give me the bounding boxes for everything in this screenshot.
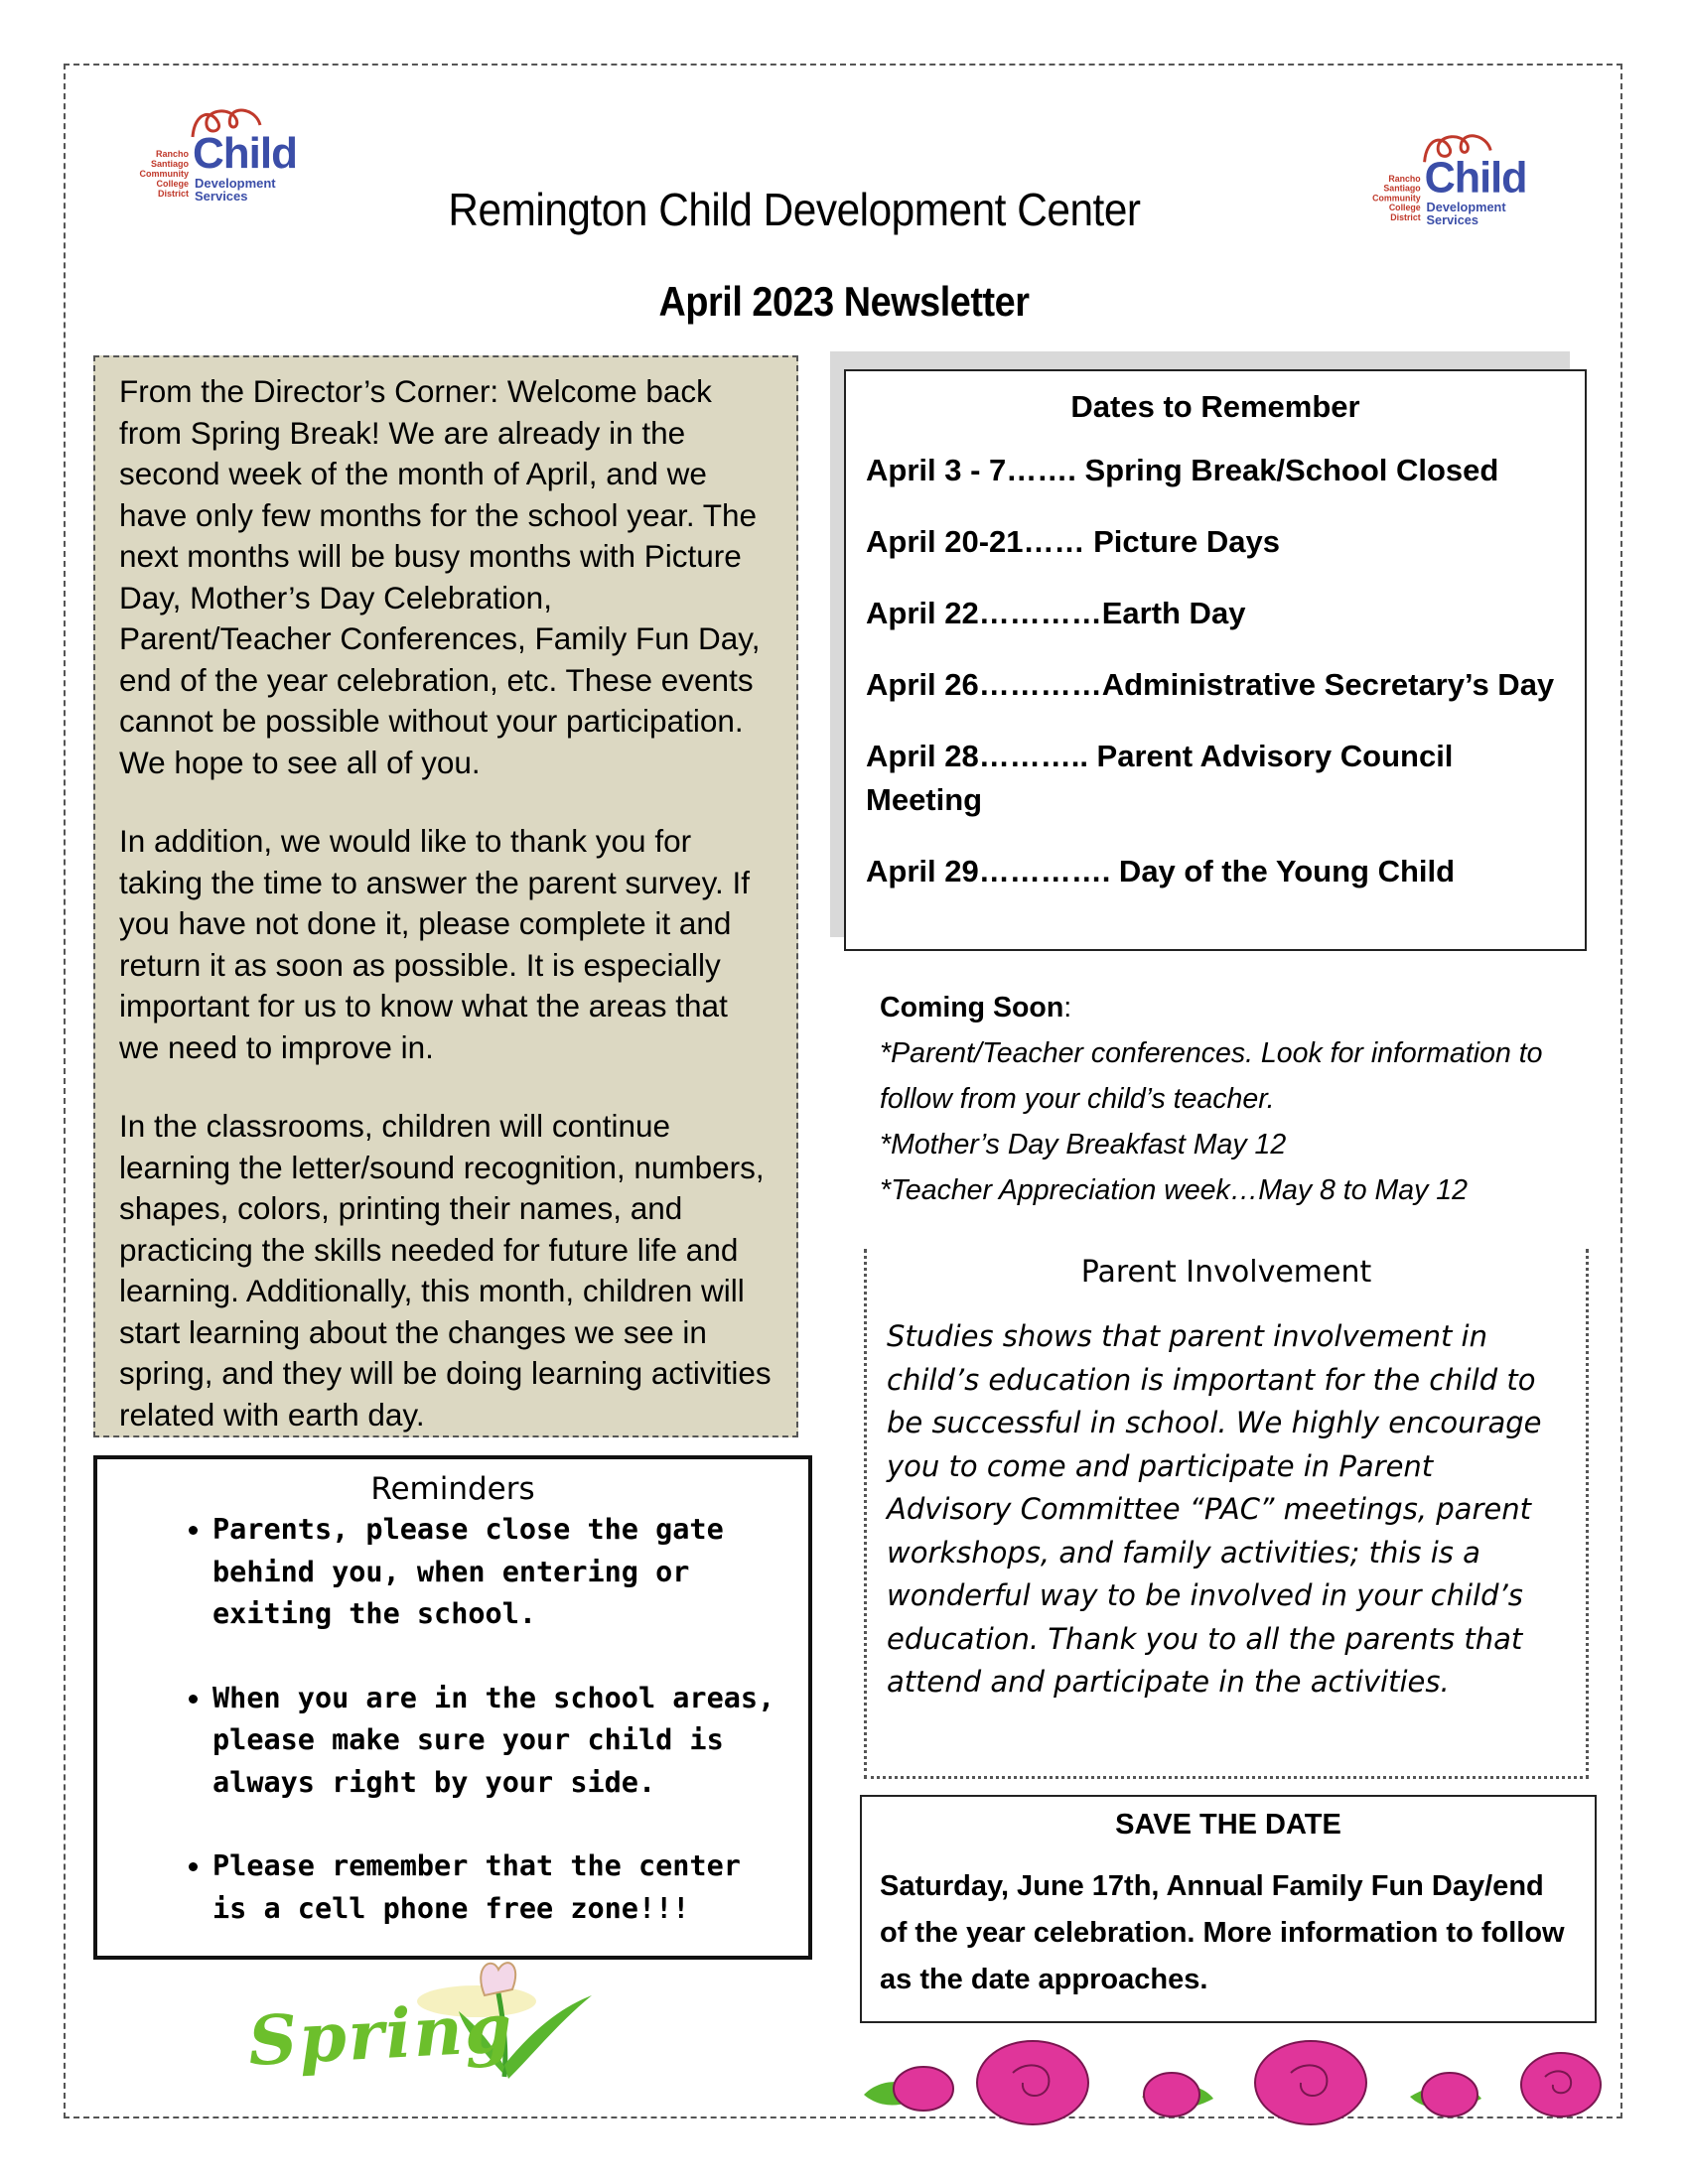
logo-brand: Child [193,129,297,178]
director-paragraph-3: In the classrooms, children will continue learning the letter/sound recognition, numbers, shapes, colors, printing their names, and practicing the skills needed for future life and learning. Additionally, this month, children will start learning about the changes we see in spring, and they will be doing learning activities related with earth day. [119,1108,772,1433]
roses-border-icon [854,2025,1609,2154]
coming-soon [880,985,1575,1213]
involvement-body: Studies shows that parent involvement in child’s education is important for the child to be successful in school. We highly encourage you to come and participate in Parent Advisory Committee “PAC” meetings, parent workshops, and family activities; this is a wonderful way to be involved in your child’s education. Thank you to all the parents that attend and participate in the activities. [887,1319,1542,1699]
spring-word-art: Spring [246,1988,516,2082]
reminder-item: • Please remember that the center is a cell phone free zone!!! [212,1845,782,1930]
logo-left [123,99,336,203]
save-the-date-body: Saturday, June 17th, Annual Family Fun Day/end of the year celebration. More information to follow as the date approaches. [880,1870,1565,1995]
reminder-item: • Parents, please close the gate behind you, when entering or exiting the school. [212,1509,782,1636]
logo-district-lines: Rancho Santiago Community College District [1372,174,1421,222]
logo-brand: Child [1424,154,1527,203]
date-item: April 22…………Earth Day [866,596,1246,630]
logo-subtitle: Development Services [195,176,276,204]
dates-to-remember [844,369,1587,951]
coming-soon-item: *Parent/Teacher conferences. Look for information to follow from your child’s teacher. [880,1037,1543,1115]
reminder-item: • When you are in the school areas, please make sure your child is always right by your side. [212,1678,782,1805]
logo-district-lines: Rancho Santiago Community College District [139,149,189,199]
directors-corner [93,355,798,1437]
save-the-date [860,1795,1597,2023]
page-title: Remington Child Development Center [448,184,1141,235]
parent-involvement [864,1249,1589,1779]
involvement-heading: Parent Involvement [1080,1255,1372,1290]
save-the-date-heading: SAVE THE DATE [1115,1809,1341,1841]
coming-soon-heading: Coming Soon [880,992,1064,1024]
director-paragraph-2: In addition, we would like to thank you for taking the time to answer the parent survey. If you have not done it, please complete it and return it as soon as possible. It is especially important for us to know what the areas that we need to improve in. [119,823,750,1065]
coming-soon-colon: : [1063,992,1072,1024]
date-item: April 28……….. Parent Advisory Council Meeting [866,739,1454,817]
dates-heading: Dates to Remember [1070,389,1360,424]
reminders-box [93,1455,812,1960]
coming-soon-item: *Teacher Appreciation week…May 8 to May 12 [880,1174,1468,1206]
newsletter-subtitle: April 2023 Newsletter [658,278,1030,325]
date-item: April 26…………Administrative Secretary’s Day [866,667,1555,702]
date-item: April 3 - 7……. Spring Break/School Closed [866,453,1499,487]
date-item: April 29…………. Day of the Young Child [866,854,1456,888]
coming-soon-item: *Mother’s Day Breakfast May 12 [880,1129,1287,1160]
logo-subtitle: Development Services [1426,200,1506,227]
date-item: April 20-21…… Picture Days [866,524,1280,559]
logo-right [1356,125,1565,226]
reminders-list [123,1509,782,1930]
reminders-heading: Reminders [370,1471,535,1507]
director-paragraph-1: From the Director’s Corner: Welcome back from Spring Break! We are already in the second week of the month of April, and we have only few months for the school year. The next months will be busy months with Picture Day, Mother’s Day Celebration, Parent/Teacher Conferences, Family Fun Day, end of the year celebration, etc. These events cannot be possible without your participation. We hope to see all of you. [119,373,761,780]
